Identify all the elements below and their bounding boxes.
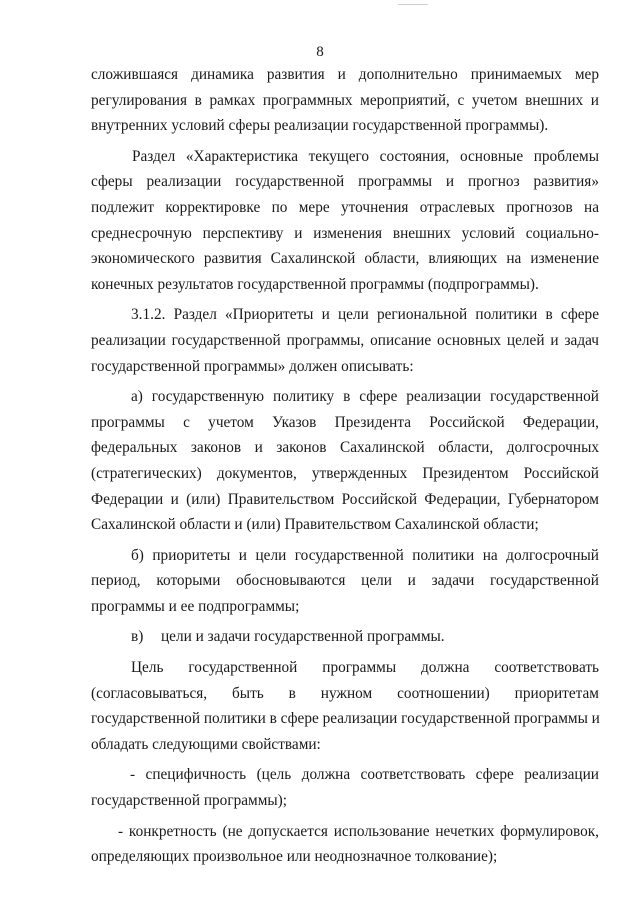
text-line: экономического развития Сахалинской области, влияющих на изменение (91, 250, 599, 268)
text-line: государственной политики в сфере реализации государственной программы и (91, 710, 600, 728)
text-line: Сахалинской области и (или) Правительством Сахалинской области; (91, 516, 539, 534)
text-line: обладать следующими свойствами: (91, 735, 321, 753)
text-line: Раздел «Характеристика текущего состояния, основные проблемы (132, 147, 599, 165)
body-text (91, 62, 599, 870)
text-line: б) приоритеты и цели государственной политики на долгосрочный (131, 546, 599, 564)
paragraph (91, 819, 599, 870)
text-line: программы и ее подпрограммы; (91, 597, 300, 615)
text-line: Цель государственной программы должна соответствовать (131, 659, 599, 677)
paragraph (91, 624, 599, 650)
paragraph (91, 655, 599, 757)
text-line: период, которыми обосновываются цели и задачи государственной (91, 572, 599, 590)
paragraph (91, 62, 599, 139)
text-line: определяющих произвольное или неоднозначное толкование); (91, 848, 498, 866)
text-line: (стратегических) документов, утвержденных Президентом Российской (91, 464, 599, 482)
text-line: цели и задачи государственной программы. (161, 628, 445, 646)
list-item (91, 624, 599, 650)
text-line: (согласовываться, быть в нужном соотношении) приоритетам (91, 684, 599, 702)
list-item-label: в) (131, 628, 144, 646)
text-line: федеральных законов и законов Сахалинской области, долгосрочных (91, 439, 599, 457)
text-line: подлежит корректировке по мере уточнения отраслевых прогнозов на (91, 198, 599, 216)
text-line: сферы реализации государственной программы и прогноз развития» (91, 173, 599, 191)
text-line: Федерации и (или) Правительством Российской Федерации, Губернатором (91, 490, 599, 508)
text-line: среднесрочную перспективу и изменения внешних условий социально- (91, 224, 599, 242)
text-line: государственной программы); (91, 792, 288, 810)
text-line: 3.1.2. Раздел «Приоритеты и цели региональной политики в сфере (131, 306, 599, 324)
text-line: конечных результатов государственной программы (подпрограммы). (91, 275, 539, 293)
paragraph (91, 762, 599, 813)
paragraph (91, 302, 599, 379)
text-line: - специфичность (цель должна соответствовать сфере реализации (130, 766, 599, 784)
text-line: реализации государственной программы, описание основных целей и задач (91, 331, 599, 349)
text-line: внутренних условий сферы реализации государственной программы). (91, 117, 549, 135)
paragraph (91, 384, 599, 538)
scan-artifact (398, 4, 428, 5)
text-line: регулирования в рамках программных мероприятий, с учетом внешних и (91, 91, 599, 109)
paragraph (91, 543, 599, 620)
text-line: сложившаяся динамика развития и дополнительно принимаемых мер (91, 66, 599, 83)
text-line: программы с учетом Указов Президента Российской Федерации, (91, 413, 599, 431)
paragraph (91, 144, 599, 298)
text-line: а) государственную политику в сфере реализации государственной (131, 388, 599, 406)
page-number: 8 (316, 44, 324, 60)
text-line: государственной программы» должен описывать: (91, 357, 414, 375)
text-line: - конкретность (не допускается использование нечетких формулировок, (118, 822, 599, 840)
